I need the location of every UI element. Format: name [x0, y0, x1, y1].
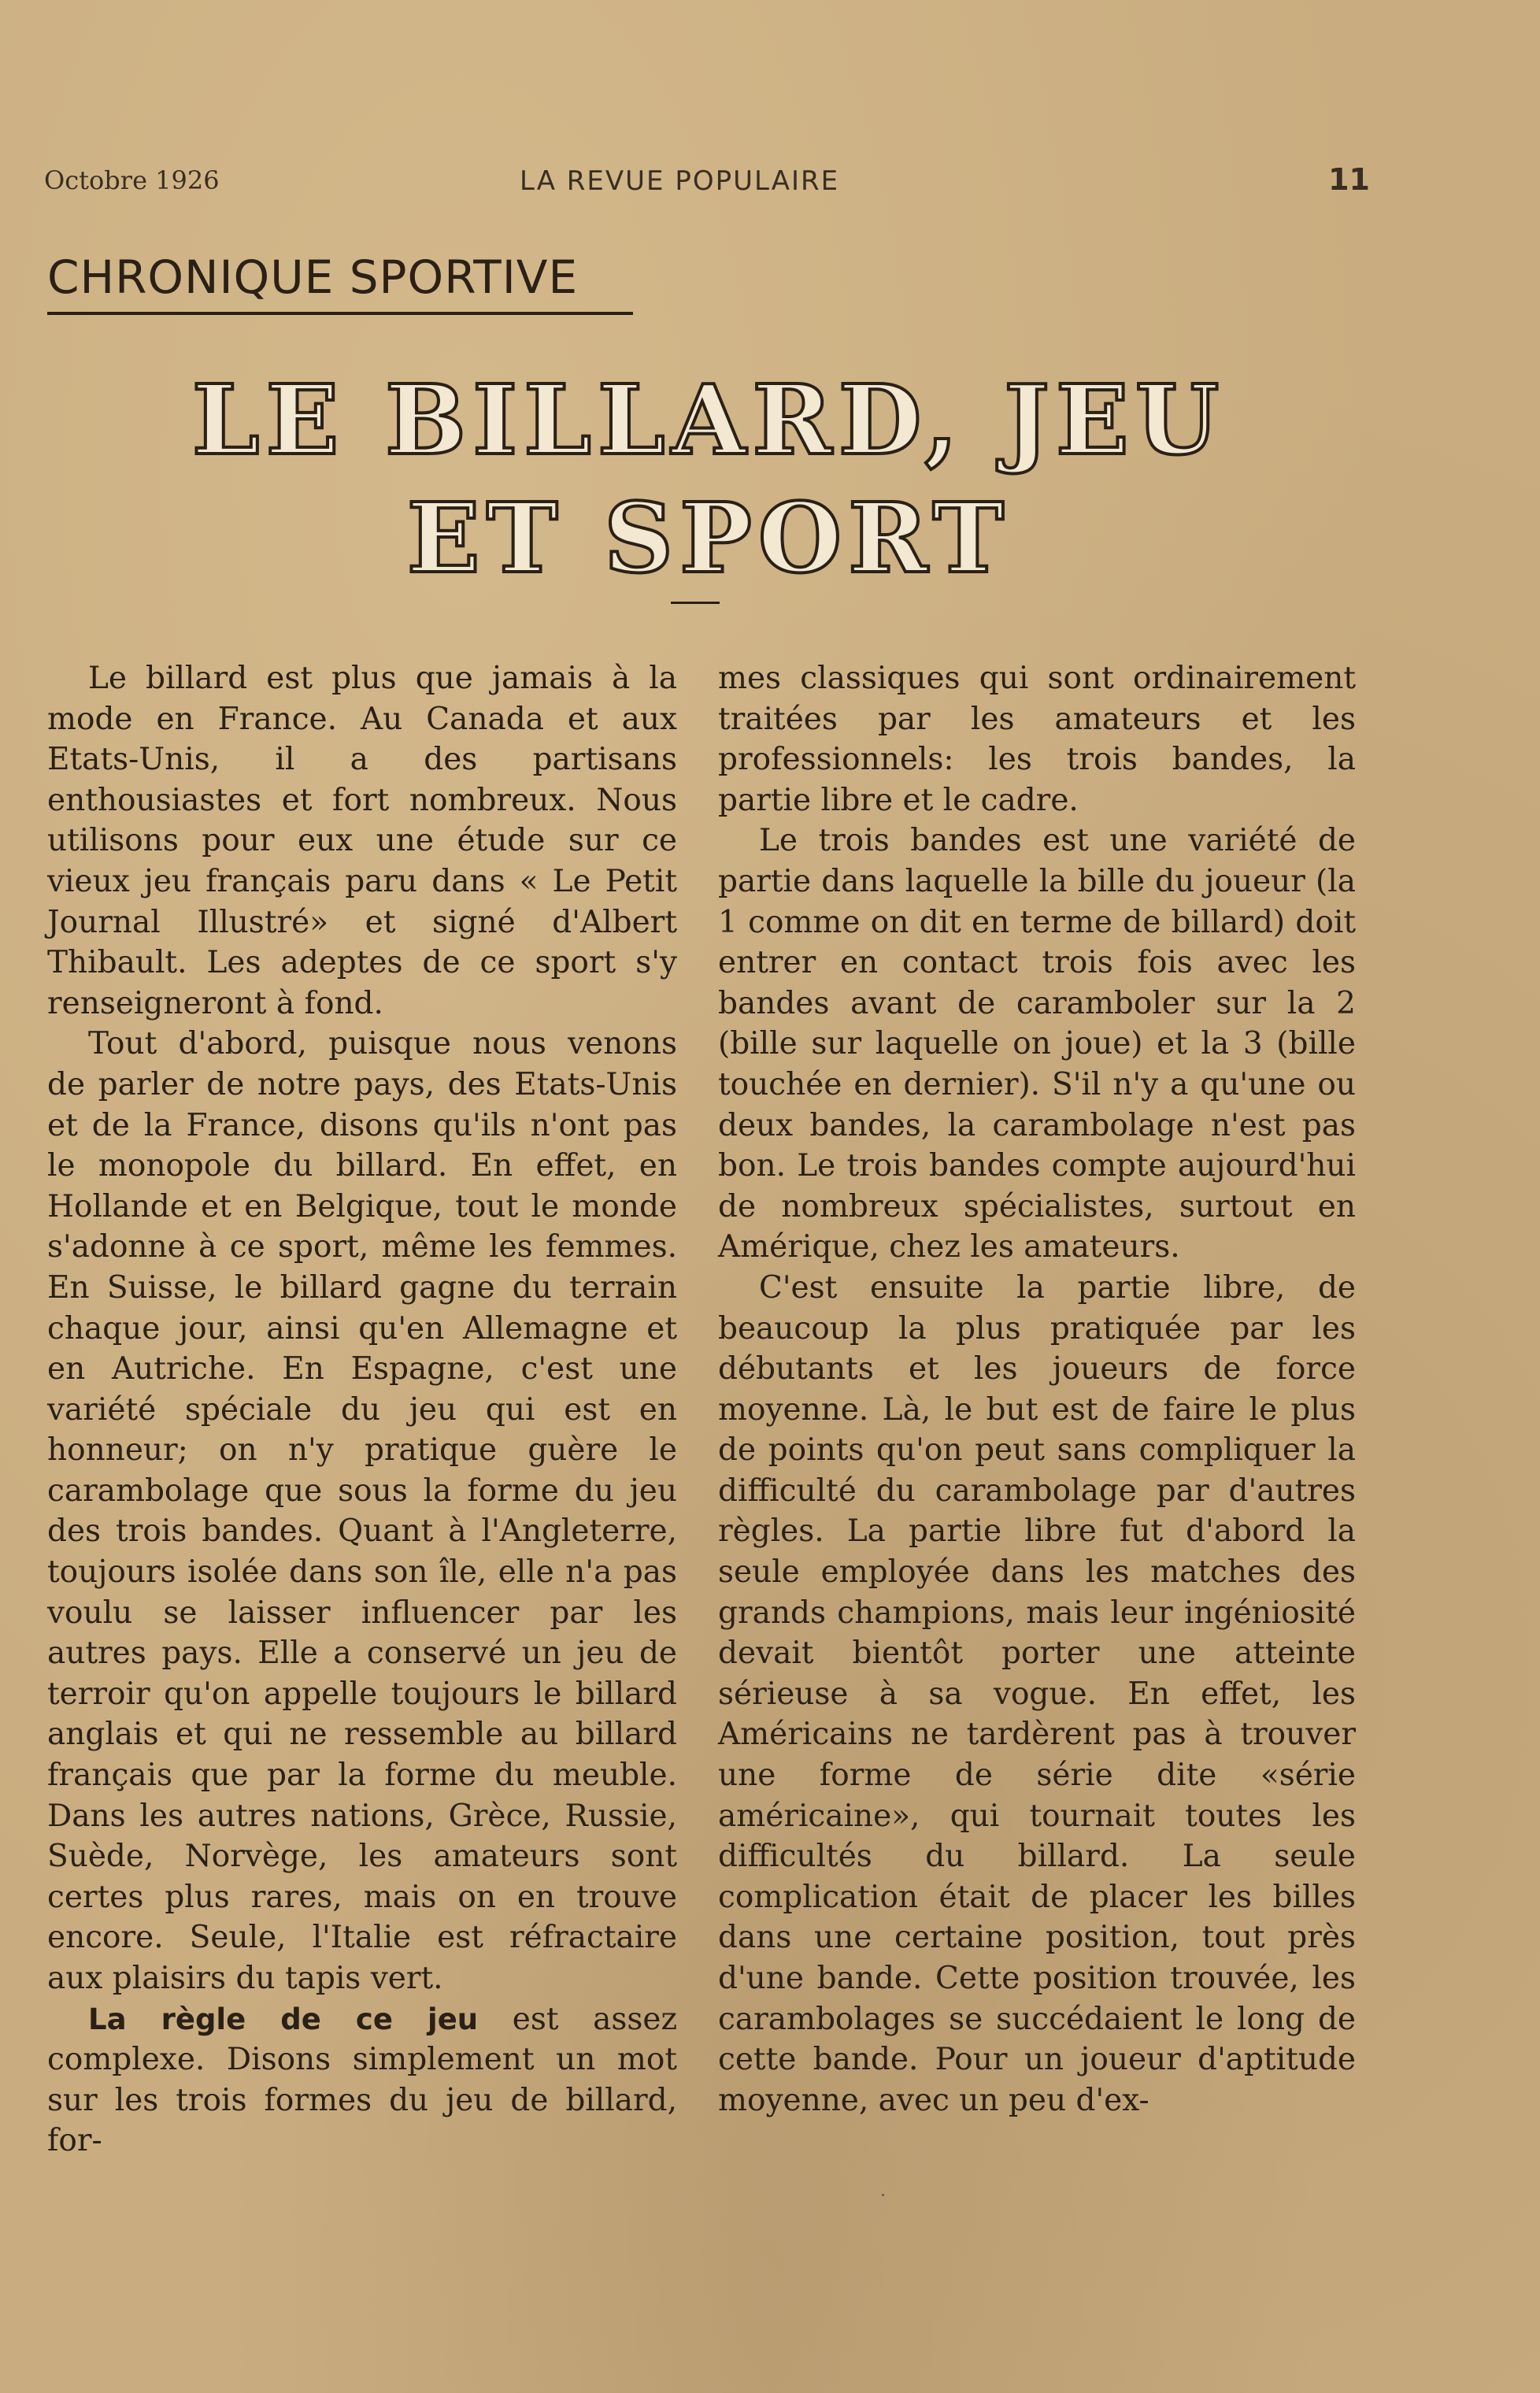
article-headline: LE BILLARD, JEU ET SPORT [191, 363, 1226, 595]
headline-divider [671, 602, 720, 604]
ink-speck [882, 2194, 884, 2196]
section-title: CHRONIQUE SPORTIVE [47, 250, 633, 315]
article-paragraph: Tout d'abord, puisque nous venons de parler de notre pays, des Etats-Unis et de la France, disons qu'ils n'ont pas le monopole du billard. En effet, en Hollande et en Belgique, tout le monde s'adonne à ce sport, même les femmes. En Suisse, le billard gagne du terrain chaque jour, ainsi qu'en Allemagne et en Autriche. En Espagne, c'est une variété spéciale du jeu qui est en honneur; on n'y pratique guère le carambolage que sous la forme du jeu des trois bandes. Quant à l'Angleterre, toujours isolée dans son île, elle n'a pas voulu se laisser influencer par les autres pays. Elle a conservé un jeu de terroir qu'on appelle toujours le billard anglais et qui ne ressemble au billard français que par la forme du meuble. Dans les autres nations, Grèce, Russie, Suède, Norvège, les amateurs sont certes plus rares, mais on en trouve encore. Seule, l'Italie est réfractaire aux plaisirs du tapis vert. [47, 1026, 677, 1996]
article-column-right [718, 658, 1356, 2121]
article-column-left [47, 658, 677, 2161]
issue-date: Octobre 1926 [44, 165, 220, 195]
page-number: 11 [1328, 162, 1370, 197]
article-paragraph: Le billard est plus que jamais à la mode en France. Au Canada et aux Etats-Unis, il a des partisans enthousiastes et fort nombreux. Nous utilisons pour eux une étude sur ce vieux jeu français paru dans « Le Petit Journal Illustré» et signé d'Albert Thibault. Les adeptes de ce sport s'y renseigneront à fond. [47, 661, 677, 1021]
article-paragraph: C'est ensuite la partie libre, de beaucoup la plus pratiquée par les débutants et les joueurs de force moyenne. Là, le but est de faire le plus de points qu'on peut sans compliquer la difficulté du carambolage par d'autres règles. La partie libre fut d'abord la seule employée dans les matches des grands champions, mais leur ingéniosité devait bientôt porter une atteinte sérieuse à sa vogue. En effet, les Américains ne tardèrent pas à trouver une forme de série dite «série américaine», qui tournait toutes les difficultés du billard. La seule complication était de placer les billes dans une certaine position, tout près d'une bande. Cette position trouvée, les carambolages se succédaient le long de cette bande. Pour un joueur d'aptitude moyenne, avec un peu d'ex- [718, 1269, 1356, 2118]
publication-name: LA REVUE POPULAIRE [520, 165, 840, 197]
running-header [44, 162, 1370, 205]
article-paragraph-rule [47, 1999, 677, 2161]
article-paragraph-continued: mes classiques qui sont ordinairement traitées par les amateurs et les professionnels: les trois bandes, la partie libre et le cadre. [718, 661, 1356, 818]
paragraph-lead-in: La règle de ce jeu [88, 2002, 479, 2036]
paragraph-text: est assez complexe. Disons simplement un mot sur les trois formes du jeu de billard, for- [47, 2001, 677, 2159]
article-paragraph: Le trois bandes est une variété de partie dans laquelle la bille du joueur (la 1 comme on dit en terme de billard) doit entrer en contact trois fois avec les bandes avant de caramboler sur la 2 (bille sur laquelle on joue) et la 3 (bille touchée en dernier). S'il n'y a qu'une ou deux bandes, la carambolage n'est pas bon. Le trois bandes compte aujourd'hui de nombreux spécialistes, surtout en Amérique, chez les amateurs. [718, 823, 1356, 1265]
